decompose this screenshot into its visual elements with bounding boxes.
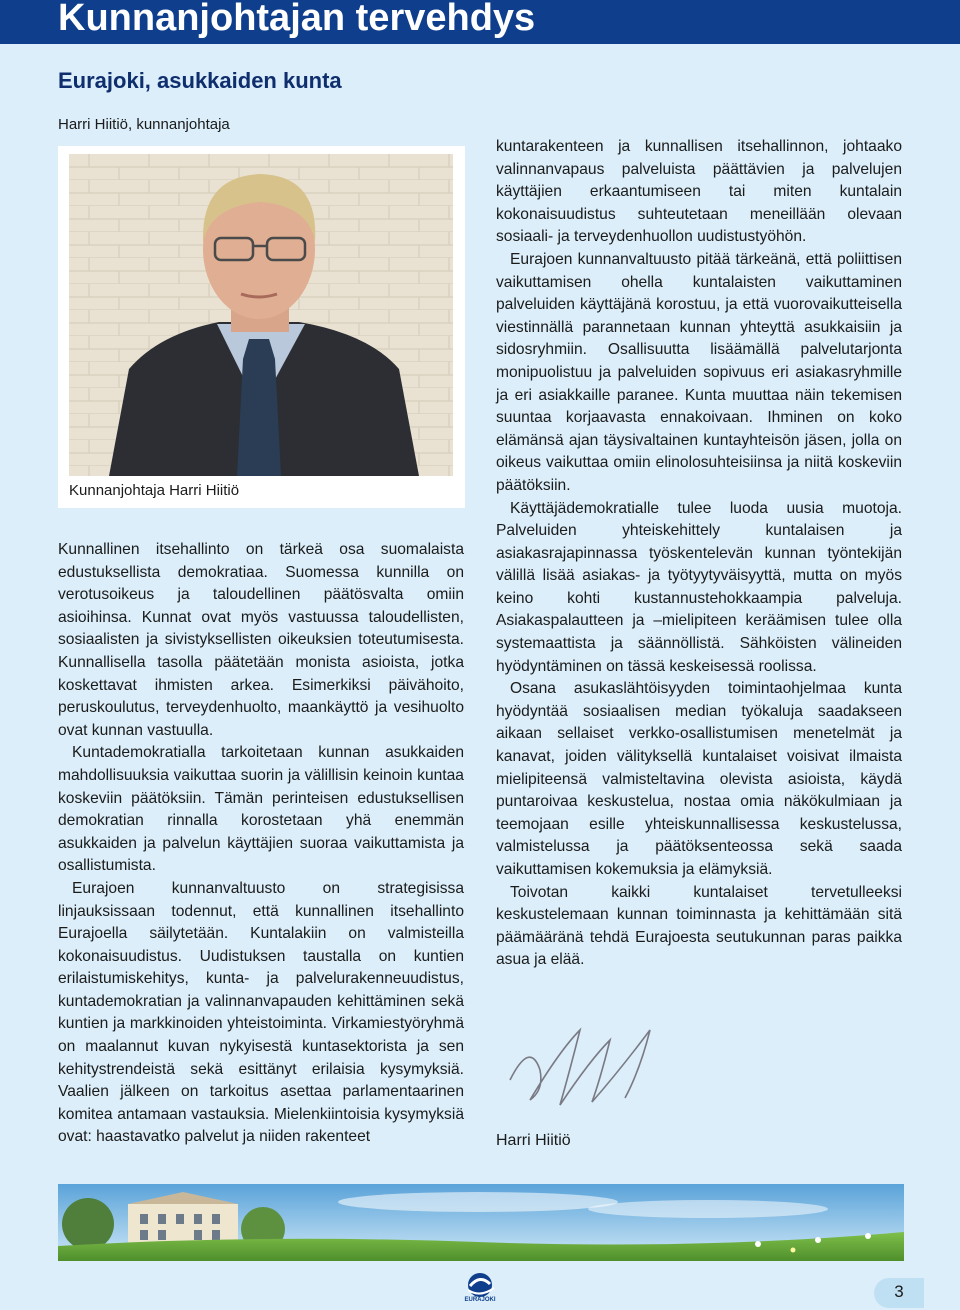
page-number: 3: [894, 1282, 904, 1301]
article-byline: Harri Hiitiö, kunnanjohtaja: [58, 116, 230, 133]
paragraph: Eurajoen kunnanvaltuusto pitää tärkeänä, että poliittisen vaikuttamisen ohella kuntalaisten vaikuttaminen palveluiden käyttäjänä korostuu, ja että vuorovaikutteisella viestinnällä parannetaan kunnan yhteyttä asukkaisiin ja sidosryhmiin. Osallisuutta lisäämällä palvelutarjonta monipuolistuu ja palveluiden sopivuus eri asiakasryhmille ja eri asiakkaille paranee. Kunta muuttaa näin tekemisen suuntaa korjaavasta ennakoivaan. Ihminen on koko elämänsä ajan täysivaltainen kuntayhteisön jäsen, jolla on oikeus vaikuttaa omiin elinolosuhteisiinsa ja niitä koskeviin päätöksiin.: [496, 250, 902, 494]
signature-image: [500, 1020, 670, 1115]
signature-name: Harri Hiitiö: [496, 1132, 571, 1149]
left-column: [58, 539, 464, 1149]
paragraph: Käyttäjädemokratialle tulee luoda uusia muotoja. Palveluiden yhteiskehittely kuntalaisen ja asiakasrajapinnassa työskentelevän kunnan työntekijän välillä lisää asiakas- ja työtyytyväisyyttä, mutta on myös keino kohti kustannustehokkaampia palveluja. Asiakaspalautteen ja –mielipiteen keräämisen tulee olla systemaattista ja säännöllistä. Sähköisten välineiden hyödyntäminen on tässä keskeisessä roolissa.: [496, 499, 902, 675]
photo-frame: [58, 146, 465, 508]
logo-text: EURAJOKI: [464, 1297, 496, 1303]
right-column: [496, 136, 902, 972]
paragraph: kuntarakenteen ja kunnallisen itsehallinnon, johtaako valinnanvapaus palveluista päättävien ja palvelujen käyttäjien erkaantumiseen tai miten kuntalain kokonaisuudistus suhteutetaan meneillään olevaan sosiaali- ja terveydenhuollon uudistustyöhön.: [496, 138, 902, 246]
portrait-photo: [69, 154, 453, 476]
paragraph: Toivotan kaikki kuntalaiset tervetulleeksi keskustelemaan kunnan toiminnasta ja kehittämään sitä päämääränä tehdä Eurajoesta seutukunnan paras paikka asua ja elää.: [496, 883, 902, 969]
paragraph: Kuntademokratialla tarkoitetaan kunnan asukkaiden mahdollisuuksia vaikuttaa suorin ja välillisin keinoin kuntaa koskeviin päätöksiin. Tämän perinteisen edustuksellisen demokratian rinnalla korostetaan yhä enemmän asukkaiden ja palvelun käyttäjien suoraa vaikuttamista ja osallistumista.: [58, 744, 464, 875]
page-title: Kunnanjohtajan tervehdys: [58, 0, 536, 39]
paragraph: Osana asukaslähtöisyyden toimintaohjelmaa kunta hyödyntää sosiaalisen median työkaluja saadakseen aikaan sellaiset verkko-osallistumisen menetelmät ja kanavat, joiden välityksellä kuntalaiset voisivat ilmaista mielipiteensä valmisteltavina olevista asioista, käydä puntaroivaa keskustelua, nostaa omia näkökulmiaan ja teemojaan esille yhteiskunnallisessa keskustelussa, valmistelussa ja päätöksenteossa sekä saada vaikuttamisen kokemuksia ja elämyksiä.: [496, 680, 902, 878]
article-subtitle: Eurajoki, asukkaiden kunta: [58, 68, 342, 93]
paragraph: Eurajoen kunnanvaltuusto on strategisissa linjauksissaan todennut, että kunnallinen itsehallinto Eurajoella säilytetään. Kuntalakiin on valmisteilla kokonaisuudistus. Uudistuksen taustalla on kuntien erilaistumiskehitys, kunta- ja palvelurakenneuudistus, kuntademokratian ja valinnanvapauden kehittäminen sekä kuntien ja markkinoiden yhteistoiminta. Virkamiestyöryhmä on maalannut kuvan nykyisestä kuntasektorista ja sen kehitystrendeistä sekä esittänyt erilaisia kysymyksiä. Vaalien jälkeen on tarkoitus asettaa parlamentaarinen komitea antamaan vastauksia. Mielenkiintoisia kysymyksiä ovat: haastavatko palvelut ja niiden rakenteet: [58, 879, 464, 1146]
paragraph: Kunnallinen itsehallinto on tärkeä osa suomalaista edustuksellista demokratiaa. Suomessa kunnilla on verotusoikeus ja taloudellinen päätösvalta omiin asioihinsa. Kunnat ovat myös vastuussa taloudellisten, sosiaalisten ja sivistyksellisten oikeuksien toteutumisesta. Kunnallisella tasolla päätetään monista asioista, jotka koskettavat ihmisten arkea. Esimerkiksi päivähoito, peruskoulutus, terveydenhuolto, maankäyttö ja vesihuolto ovat kunnan vastuulla.: [58, 541, 464, 739]
page-number-badge: [874, 1278, 924, 1308]
photo-caption: Kunnanjohtaja Harri Hiitiö: [69, 482, 240, 499]
banner-image: [58, 1184, 904, 1261]
